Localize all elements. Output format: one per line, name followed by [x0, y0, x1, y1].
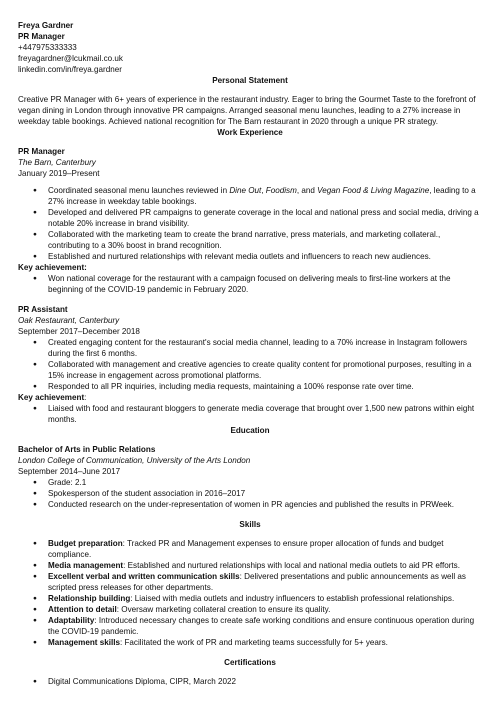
certifications-section: [18, 657, 482, 687]
degree-title: Bachelor of Arts in Public Relations: [18, 445, 156, 455]
list-item: ● Collaborated with the marketing team to create the brand narrative, press materials, and marketing collateral., contributing to a 30% boost in brand recognition.: [48, 229, 482, 251]
skill-item: ● Relationship building: Liaised with media outlets and industry influencers to establish professional relationships.: [48, 593, 482, 604]
skill-item: ● Excellent verbal and written communication skills: Delivered presentations and public announcements as well as scripted press releases for other departments.: [48, 571, 482, 593]
email-link[interactable]: freyagardner@lcukmail.co.uk: [18, 54, 123, 63]
skill-item: ● Budget preparation: Tracked PR and Management expenses to ensure proper allocation of funds and budget compliance.: [48, 538, 482, 560]
list-item: ● Responded to all PR inquiries, including media requests, maintaining a 100% response rate over time.: [48, 381, 482, 392]
job-bullets: [18, 185, 482, 262]
certifications-heading: Certifications: [224, 658, 276, 668]
candidate-title: PR Manager: [18, 32, 65, 41]
phone-number: +447975333333: [18, 43, 77, 52]
job-dates: January 2019–Present: [18, 169, 100, 179]
linkedin-link[interactable]: linkedin.com/in/freya.gardner: [18, 65, 122, 74]
personal-statement-section: [18, 75, 482, 127]
education-heading: Education: [230, 426, 270, 436]
education-section: [18, 425, 482, 510]
list-item: ● Digital Communications Diploma, CIPR, March 2022: [48, 676, 482, 687]
skills-section: [18, 519, 482, 648]
skill-item: ● Media management: Established and nurtured relationships with local and national media outlets to aid PR efforts.: [48, 560, 482, 571]
job-company: The Barn, Canterbury: [18, 158, 96, 168]
achievement-bullets: [18, 403, 482, 425]
list-item: ● Grade: 2.1: [48, 477, 482, 488]
personal-statement-text: Creative PR Manager with 6+ years of experience in the restaurant industry. Eager to bring the Gourmet Taste to the forefront of vegan dining in London through innovative PR campaigns. Arranged seasonal menu launches, leading to a 27% increase in weekday table bookings. Achieved national recognition for The Barn restaurant in 2020 through a unique PR strategy.: [18, 95, 476, 127]
skill-item: ● Adaptability: Introduced necessary changes to create safe working conditions and ensure continuous operation during the COVID-19 pandemic.: [48, 615, 482, 637]
job-entry: [18, 146, 482, 295]
education-bullets: [18, 477, 482, 510]
certifications-list: [18, 676, 482, 687]
list-item: ● Spokesperson of the student association in 2016–2017: [48, 488, 482, 499]
achievement-bullets: [18, 273, 482, 295]
job-dates: September 2017–December 2018: [18, 327, 140, 337]
list-item: ● Won national coverage for the restaurant with a campaign focused on delivering meals to first-line workers at the beginning of the COVID-19 pandemic in February 2020.: [48, 273, 482, 295]
work-experience-heading: Work Experience: [217, 128, 283, 138]
candidate-name: Freya Gardner: [18, 21, 74, 30]
job-role: PR Assistant: [18, 305, 68, 315]
list-item: ● Conducted research on the under-representation of women in PR agencies and published the results in PRWeek.: [48, 499, 482, 510]
key-achievement-label: Key achievement:: [18, 263, 87, 273]
list-item: ● Liaised with food and restaurant bloggers to generate media coverage that brought over 1,500 new patrons within eight months.: [48, 403, 482, 425]
list-item: ● Developed and delivered PR campaigns to generate coverage in the local and national press and social media, driving a notable 20% increase in brand visibility.: [48, 207, 482, 229]
list-item: ● Established and nurtured relationships with relevant media outlets and influencers to reach new audiences.: [48, 251, 482, 262]
list-item: ● Collaborated with management and creative agencies to create quality content for promotional purposes, resulting in a 15% increase in engagement across promotional platforms.: [48, 359, 482, 381]
job-role: PR Manager: [18, 147, 65, 157]
skills-heading: Skills: [239, 520, 261, 530]
work-experience-section: [18, 127, 482, 425]
school-name: London College of Communication, University of the Arts London: [18, 456, 251, 466]
personal-statement-heading: Personal Statement: [212, 76, 288, 85]
list-item: ● Created engaging content for the restaurant's social media channel, leading to a 70% increase in Instagram followers during the first 6 months.: [48, 337, 482, 359]
job-entry: [18, 304, 482, 425]
skills-list: [18, 538, 482, 648]
job-bullets: [18, 337, 482, 392]
education-dates: September 2014–June 2017: [18, 467, 121, 477]
contact-header: [18, 20, 482, 75]
skill-item: ● Management skills: Facilitated the work of PR and marketing teams successfully for 5+ years.: [48, 637, 482, 648]
list-item: ● Coordinated seasonal menu launches reviewed in Dine Out, Foodism, and Vegan Food & Living Magazine, leading to a 27% increase in weekday table bookings.: [48, 185, 482, 207]
job-company: Oak Restaurant, Canterbury: [18, 316, 120, 326]
skill-item: ● Attention to detail: Oversaw marketing collateral creation to ensure its quality.: [48, 604, 482, 615]
key-achievement-label: Key achievement:: [18, 393, 87, 403]
